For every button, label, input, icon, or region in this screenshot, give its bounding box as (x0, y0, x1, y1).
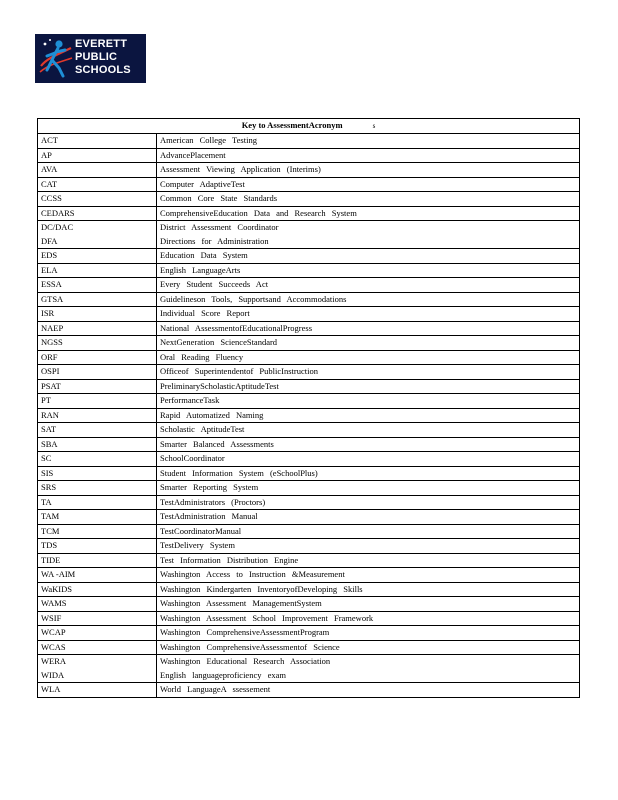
definition-cell: TestAdministration Manual (157, 510, 580, 525)
definition-cell: Washington Assessment ManagementSystem (157, 597, 580, 612)
acronym-cell: EDS (38, 249, 157, 264)
acronym-cell: SC (38, 452, 157, 467)
table-row (38, 568, 580, 583)
acronym-cell: ACT (38, 134, 157, 149)
table-row (38, 611, 580, 626)
definition-cell: Rapid Automatized Naming (157, 408, 580, 423)
logo-wordmark (75, 38, 145, 77)
definition-cell: PerformanceTask (157, 394, 580, 409)
table-row (38, 423, 580, 438)
acronym-cell: DC/DAC (38, 221, 157, 235)
definition-cell: Computer AdaptiveTest (157, 177, 580, 192)
acronym-cell: TDS (38, 539, 157, 554)
table-row (38, 148, 580, 163)
table-row (38, 582, 580, 597)
definition-cell: Washington Educational Research Association (157, 655, 580, 669)
definition-cell: Washington ComprehensiveAssessmentProgram (157, 626, 580, 641)
table-row (38, 524, 580, 539)
acronym-cell: WSIF (38, 611, 157, 626)
definition-cell: TestCoordinatorManual (157, 524, 580, 539)
definition-cell: Officeof Superintendentof PublicInstruction (157, 365, 580, 380)
definition-cell: English languageproficiency exam (157, 669, 580, 683)
table-row (38, 437, 580, 452)
logo-line-2: PUBLIC (75, 51, 118, 63)
table-row (38, 655, 580, 669)
table-row (38, 336, 580, 351)
acronym-cell: CAT (38, 177, 157, 192)
logo-line-1: EVERETT (75, 38, 128, 50)
definition-cell: AdvancePlacement (157, 148, 580, 163)
runner-figure-icon (37, 36, 73, 81)
acronym-cell: TCM (38, 524, 157, 539)
table-title-suffix: s (372, 122, 376, 130)
definition-cell: Washington Access to Instruction &Measurement (157, 568, 580, 583)
definition-cell: Every Student Succeeds Act (157, 278, 580, 293)
definition-cell: American College Testing (157, 134, 580, 149)
definition-cell: NextGeneration ScienceStandard (157, 336, 580, 351)
table-row (38, 597, 580, 612)
acronym-cell: RAN (38, 408, 157, 423)
table-row (38, 379, 580, 394)
acronym-cell: WIDA (38, 669, 157, 683)
acronym-cell: NAEP (38, 321, 157, 336)
definition-cell: National AssessmentofEducationalProgress (157, 321, 580, 336)
acronym-cell: OSPI (38, 365, 157, 380)
table-row (38, 466, 580, 481)
table-row (38, 278, 580, 293)
acronym-cell: WA -AIM (38, 568, 157, 583)
table-row (38, 626, 580, 641)
table-row (38, 394, 580, 409)
table-row (38, 640, 580, 655)
definition-cell: Washington Kindergarten InventoryofDeveloping Skills (157, 582, 580, 597)
table-row (38, 350, 580, 365)
table-row (38, 321, 580, 336)
acronym-cell: PSAT (38, 379, 157, 394)
table-row (38, 365, 580, 380)
table-row (38, 510, 580, 525)
table-row (38, 452, 580, 467)
table-row (38, 481, 580, 496)
acronym-cell: WCAS (38, 640, 157, 655)
table-row (38, 539, 580, 554)
acronym-cell: ELA (38, 263, 157, 278)
acronym-cell: SAT (38, 423, 157, 438)
acronym-cell: GTSA (38, 292, 157, 307)
table-row (38, 206, 580, 221)
acronym-cell: DFA (38, 235, 157, 249)
definition-cell: Common Core State Standards (157, 192, 580, 207)
definition-cell: Oral Reading Fluency (157, 350, 580, 365)
definition-cell: Test Information Distribution Engine (157, 553, 580, 568)
table-row (38, 495, 580, 510)
table-row (38, 134, 580, 149)
acronym-cell: ESSA (38, 278, 157, 293)
definition-cell: District Assessment Coordinator (157, 221, 580, 235)
definition-cell: Washington Assessment School Improvement Framework (157, 611, 580, 626)
table-row (38, 177, 580, 192)
table-row (38, 192, 580, 207)
acronym-rows (38, 134, 580, 698)
definition-cell: Guidelineson Tools, Supportsand Accommodations (157, 292, 580, 307)
acronym-cell: CEDARS (38, 206, 157, 221)
acronym-cell: WLA (38, 683, 157, 698)
acronym-cell: TAM (38, 510, 157, 525)
table-row (38, 683, 580, 698)
definition-cell: SchoolCoordinator (157, 452, 580, 467)
acronym-cell: WCAP (38, 626, 157, 641)
definition-cell: Scholastic AptitudeTest (157, 423, 580, 438)
acronym-cell: ISR (38, 307, 157, 322)
acronym-cell: TA (38, 495, 157, 510)
acronym-cell: WERA (38, 655, 157, 669)
acronym-cell: NGSS (38, 336, 157, 351)
definition-cell: English LanguageArts (157, 263, 580, 278)
definition-cell: Washington ComprehensiveAssessmentof Science (157, 640, 580, 655)
definition-cell: World LanguageA ssessement (157, 683, 580, 698)
acronym-cell: AVA (38, 163, 157, 178)
acronym-cell: AP (38, 148, 157, 163)
definition-cell: PreliminaryScholasticAptitudeTest (157, 379, 580, 394)
table-title (38, 119, 580, 134)
acronym-cell: WaKIDS (38, 582, 157, 597)
table-row (38, 263, 580, 278)
acronym-cell: ORF (38, 350, 157, 365)
everett-public-schools-logo (35, 34, 146, 83)
definition-cell: Individual Score Report (157, 307, 580, 322)
definition-cell: ComprehensiveEducation Data and Research System (157, 206, 580, 221)
table-row (38, 163, 580, 178)
assessment-acronym-table (37, 118, 580, 698)
acronym-cell: PT (38, 394, 157, 409)
definition-cell: Directions for Administration (157, 235, 580, 249)
table-row (38, 249, 580, 264)
definition-cell: Smarter Reporting System (157, 481, 580, 496)
table-row (38, 307, 580, 322)
acronym-cell: TIDE (38, 553, 157, 568)
definition-cell: Assessment Viewing Application (Interims) (157, 163, 580, 178)
table-row (38, 408, 580, 423)
table-row (38, 221, 580, 235)
table-row (38, 553, 580, 568)
table-title-text: Key to AssessmentAcronym (241, 120, 343, 130)
table-row (38, 292, 580, 307)
acronym-cell: SIS (38, 466, 157, 481)
definition-cell: Smarter Balanced Assessments (157, 437, 580, 452)
logo-line-3: SCHOOLS (75, 64, 131, 76)
table-row (38, 235, 580, 249)
definition-cell: TestAdministrators (Proctors) (157, 495, 580, 510)
acronym-cell: SBA (38, 437, 157, 452)
acronym-cell: SRS (38, 481, 157, 496)
table-row (38, 669, 580, 683)
acronym-cell: WAMS (38, 597, 157, 612)
acronym-cell: CCSS (38, 192, 157, 207)
definition-cell: Student Information System (eSchoolPlus) (157, 466, 580, 481)
definition-cell: Education Data System (157, 249, 580, 264)
definition-cell: TestDelivery System (157, 539, 580, 554)
